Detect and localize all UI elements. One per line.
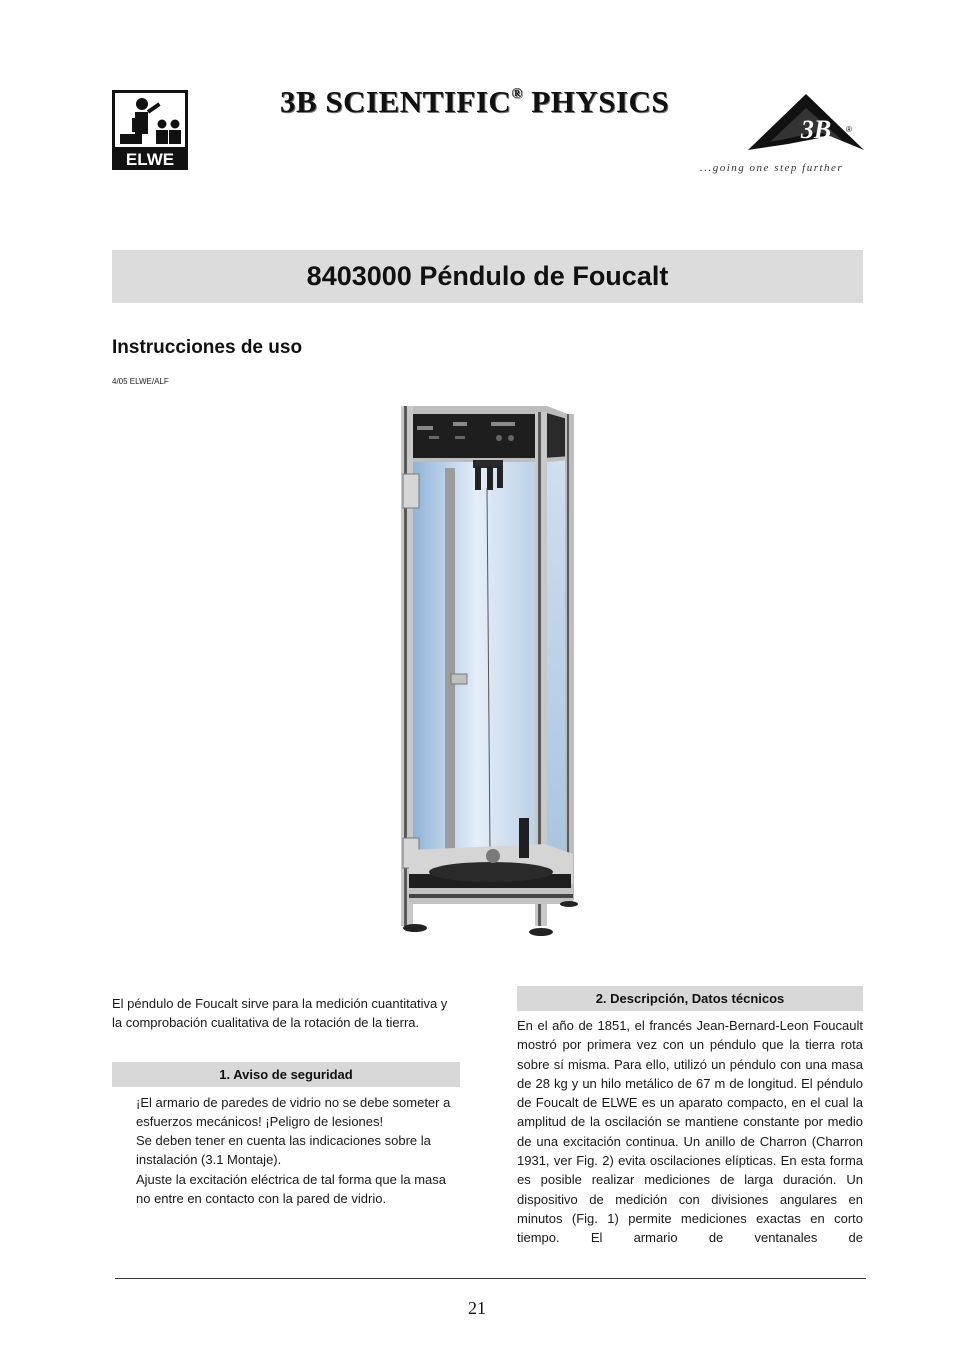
elwe-logo	[112, 90, 188, 170]
left-column	[112, 994, 460, 1208]
subtitle: Instrucciones de uso	[112, 337, 303, 358]
safety-notice-line: Ajuste la excitación eléctrica de tal forma que la masa no entre en contacto con la pared de vidrio.	[136, 1171, 446, 1207]
safety-notice-list	[136, 1093, 460, 1209]
footer-divider	[115, 1278, 866, 1279]
svg-text:®: ®	[846, 125, 852, 134]
safety-notice-line: Se deben tener en cuenta las indicaciones sobre la instalación (3.1 Montaje).	[136, 1133, 431, 1168]
tagline: ...going one step further	[700, 162, 844, 174]
page-number: 21	[468, 1298, 486, 1318]
intro-paragraph: El péndulo de Foucalt sirve para la medición cuantitativa y la comprobación cualitativa de la rotación de la tierra.	[112, 996, 448, 1031]
3b-logo	[748, 92, 864, 154]
elwe-logo-text: ELWE	[125, 150, 175, 169]
description-paragraph: En el año de 1851, el francés Jean-Bernard-Leon Foucault mostró por primera vez con un péndulo que la tierra rota sobre sí misma. Para ello, utilizó un péndulo con una masa de 28 kg y un hilo metálico de 67 m de longitud. El péndulo de Foucalt de ELWE es un aparato compacto, en el cual la amplitud de la oscilación se mantiene constante por medio de una excitación continua. Un anillo de Charron (Charron 1931, ver Fig. 2) evita oscilaciones elípticas. En esta forma es posible realizar mediciones de larga duración. Un dispositivo de medición con divisiones angulares en minutos (Fig. 1) permite mediciones exactas en corto tiempo. El armario de ventanales de	[517, 1018, 863, 1246]
page-title: 8403000 Péndulo de Foucalt	[306, 261, 669, 291]
safety-notice-line: ¡El armario de paredes de vidrio no se debe someter a esfuerzos mecánicos! ¡Peligro de lesiones!	[136, 1094, 451, 1129]
doc-reference: 4/05 ELWE/ALF	[112, 377, 169, 386]
right-column	[517, 986, 863, 1248]
section-1-heading: 1. Aviso de seguridad	[112, 1062, 460, 1087]
brand-title: 3B SCIENTIFIC® PHYSICS	[280, 84, 670, 119]
foucault-pendulum-cabinet-image	[395, 398, 585, 938]
title-bar	[112, 250, 863, 303]
3b-logo-text: 3B	[800, 115, 832, 144]
section-2-heading: 2. Descripción, Datos técnicos	[517, 986, 863, 1011]
